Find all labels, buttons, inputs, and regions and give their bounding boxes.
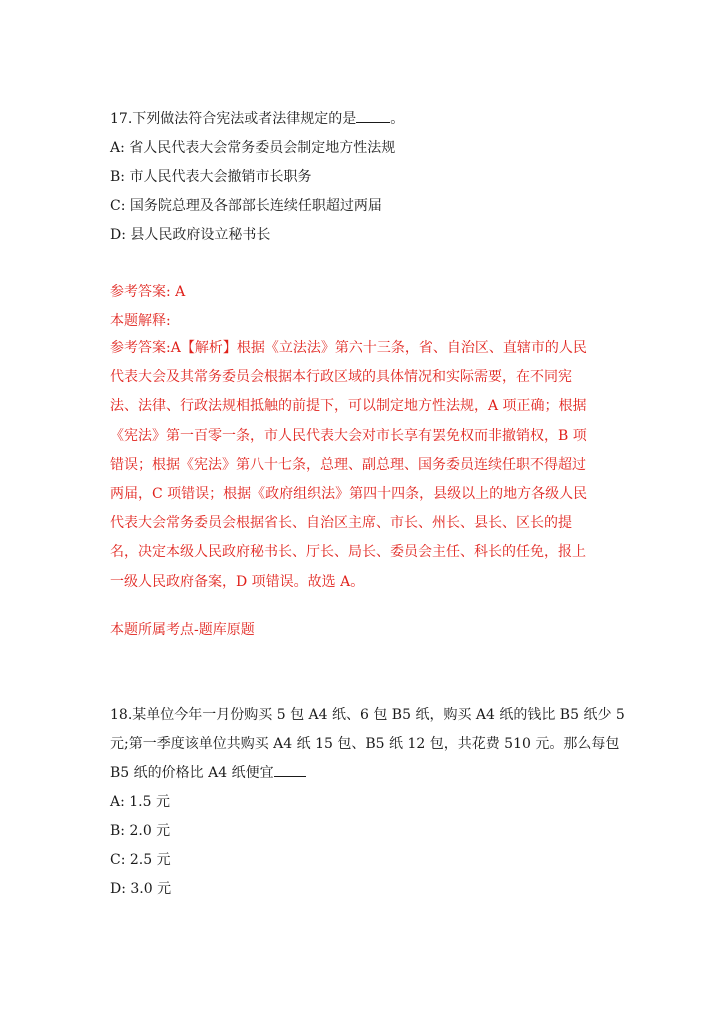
explanation-line: 代表大会及其常务委员会根据本行政区域的具体情况和实际需要，在不同宪 bbox=[110, 369, 572, 386]
option-a: A: 省人民代表大会常务委员会制定地方性法规 bbox=[110, 140, 396, 156]
explanation-line: 错误；根据《宪法》第八十七条，总理、副总理、国务委员连续任职不得超过 bbox=[110, 456, 586, 473]
question-17-source bbox=[110, 616, 610, 645]
question-18-stem-line: 18.某单位今年一月份购买 5 包 A4 纸、6 包 B5 纸，购买 A4 纸的钱比 B5 纸少 5 bbox=[110, 707, 625, 723]
option-c: C: 2.5 元 bbox=[110, 852, 171, 868]
stem-end: 。 bbox=[390, 111, 405, 127]
answer-blank bbox=[274, 762, 306, 777]
explanation-line: 代表大会常务委员会根据省长、自治区主席、市长、州长、县长、区长的提 bbox=[110, 515, 572, 532]
question-18-stem-line: 元;第一季度该单位共购买 A4 纸 15 包、B5 纸 12 包，共花费 510 元。那么每包 bbox=[110, 736, 620, 752]
explanation-line: 一级人民政府备案，D 项错误。故选 A。 bbox=[110, 573, 365, 590]
option-c: C: 国务院总理及各部部长连续任职超过两届 bbox=[110, 198, 382, 214]
question-stem-text: 17.下列做法符合宪法或者法律规定的是 bbox=[110, 111, 357, 127]
option-b: B: 市人民代表大会撤销市长职务 bbox=[110, 169, 312, 185]
question-17 bbox=[110, 105, 610, 250]
question-18 bbox=[110, 701, 625, 904]
question-18-stem-line-last bbox=[110, 759, 610, 788]
option-d: D: 县人民政府设立秘书长 bbox=[110, 227, 271, 243]
question-17-explanation bbox=[110, 334, 610, 597]
explanation-line: 名，决定本级人民政府秘书长、厅长、局长、委员会主任、科长的任免，报上 bbox=[110, 544, 586, 561]
reference-answer: 参考答案: A bbox=[110, 284, 186, 300]
topic-source: 本题所属考点-题库原题 bbox=[110, 622, 255, 638]
question-17-stem bbox=[110, 105, 610, 134]
explanation-line: 《宪法》第一百零一条，市人民代表大会对市长享有罢免权而非撤销权，B 项 bbox=[110, 427, 587, 444]
explanation-line: 法、法律、行政法规相抵触的前提下，可以制定地方性法规，A 项正确；根据 bbox=[110, 398, 587, 415]
question-17-answer-block bbox=[110, 278, 610, 336]
answer-blank bbox=[356, 108, 390, 123]
explanation-line: 两届，C 项错误；根据《政府组织法》第四十四条，县级以上的地方各级人民 bbox=[110, 485, 588, 502]
option-b: B: 2.0 元 bbox=[110, 823, 171, 839]
explanation-title: 本题解释: bbox=[110, 313, 171, 329]
explanation-line: 参考答案:A【解析】根据《立法法》第六十三条，省、自治区、直辖市的人民 bbox=[110, 340, 587, 356]
question-stem-text: B5 纸的价格比 A4 纸便宜 bbox=[110, 765, 274, 781]
option-a: A: 1.5 元 bbox=[110, 794, 170, 810]
option-d: D: 3.0 元 bbox=[110, 881, 172, 897]
